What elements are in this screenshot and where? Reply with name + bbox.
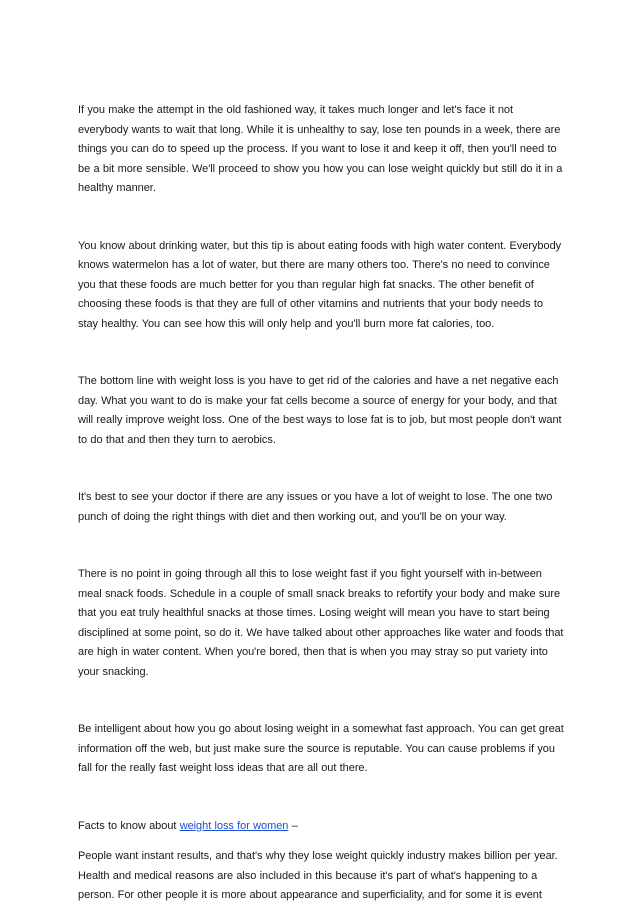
facts-prefix: Facts to know about xyxy=(78,819,180,832)
paragraph-1: If you make the attempt in the old fashioned way, it takes much longer and let's face it not everybody wants to wait that long. While it is unhealthy to say, lose ten pounds in a week, there are things you can do to speed up the process. If you want to lose it and keep it off, then you'll need to be a bit more sensible. We'll proceed to show you how you can lose weight quickly but still do it in a healthy manner. xyxy=(78,104,563,194)
paragraph-3: The bottom line with weight loss is you have to get rid of the calories and have a net negative each day. What you want to do is make your fat cells become a source of energy for your body, and that will really improve weight loss. One of the best ways to lose fat is to job, but most people don't want to do that and then they turn to aerobics. xyxy=(78,375,562,446)
paragraph-2: You know about drinking water, but this tip is about eating foods with high water content. Everybody knows watermelon has a lot of water, but there are many others too. There's no need to convince you that these foods are much better for you than regular high fat snacks. The other benefit of choosing these foods is that they are full of other vitamins and nutrients that your body needs to stay healthy. You can see how this will only help and you'll burn more fat calories, too. xyxy=(78,239,562,330)
paragraph-5: There is no point in going through all this to lose weight fast if you fight yourself with in-between meal snack foods. Schedule in a couple of small snack breaks to refortify your body and make sure that you eat truly healthful snacks at those times. Losing weight will mean you have to start being disciplined at some point, so do it. We have talked about other approaches like water and foods that are high in water content. When you're bored, then that is when you may stray so put variety into your snacking. xyxy=(78,568,564,678)
paragraph-6: Be intelligent about how you go about losing weight in a somewhat fast approach. You can get great information off the web, but just make sure the source is reputable. You can cause problems if you fall for the really fast weight loss ideas that are all out there. xyxy=(78,723,564,774)
paragraph-last: People want instant results, and that's why they lose weight quickly industry makes billion per year. Health and medical reasons are also included in this because it's part of what's happening to a person. For other people it is more about appearance and superficiality, and for some it is event xyxy=(78,850,558,901)
facts-suffix: – xyxy=(288,819,298,832)
document-page xyxy=(78,101,564,906)
paragraph-4: It's best to see your doctor if there are any issues or you have a lot of weight to lose. The one two punch of doing the right things with diet and then working out, and you'll be on your way. xyxy=(78,491,553,523)
facts-line xyxy=(78,817,564,837)
weight-loss-link[interactable]: weight loss for women xyxy=(179,819,289,832)
